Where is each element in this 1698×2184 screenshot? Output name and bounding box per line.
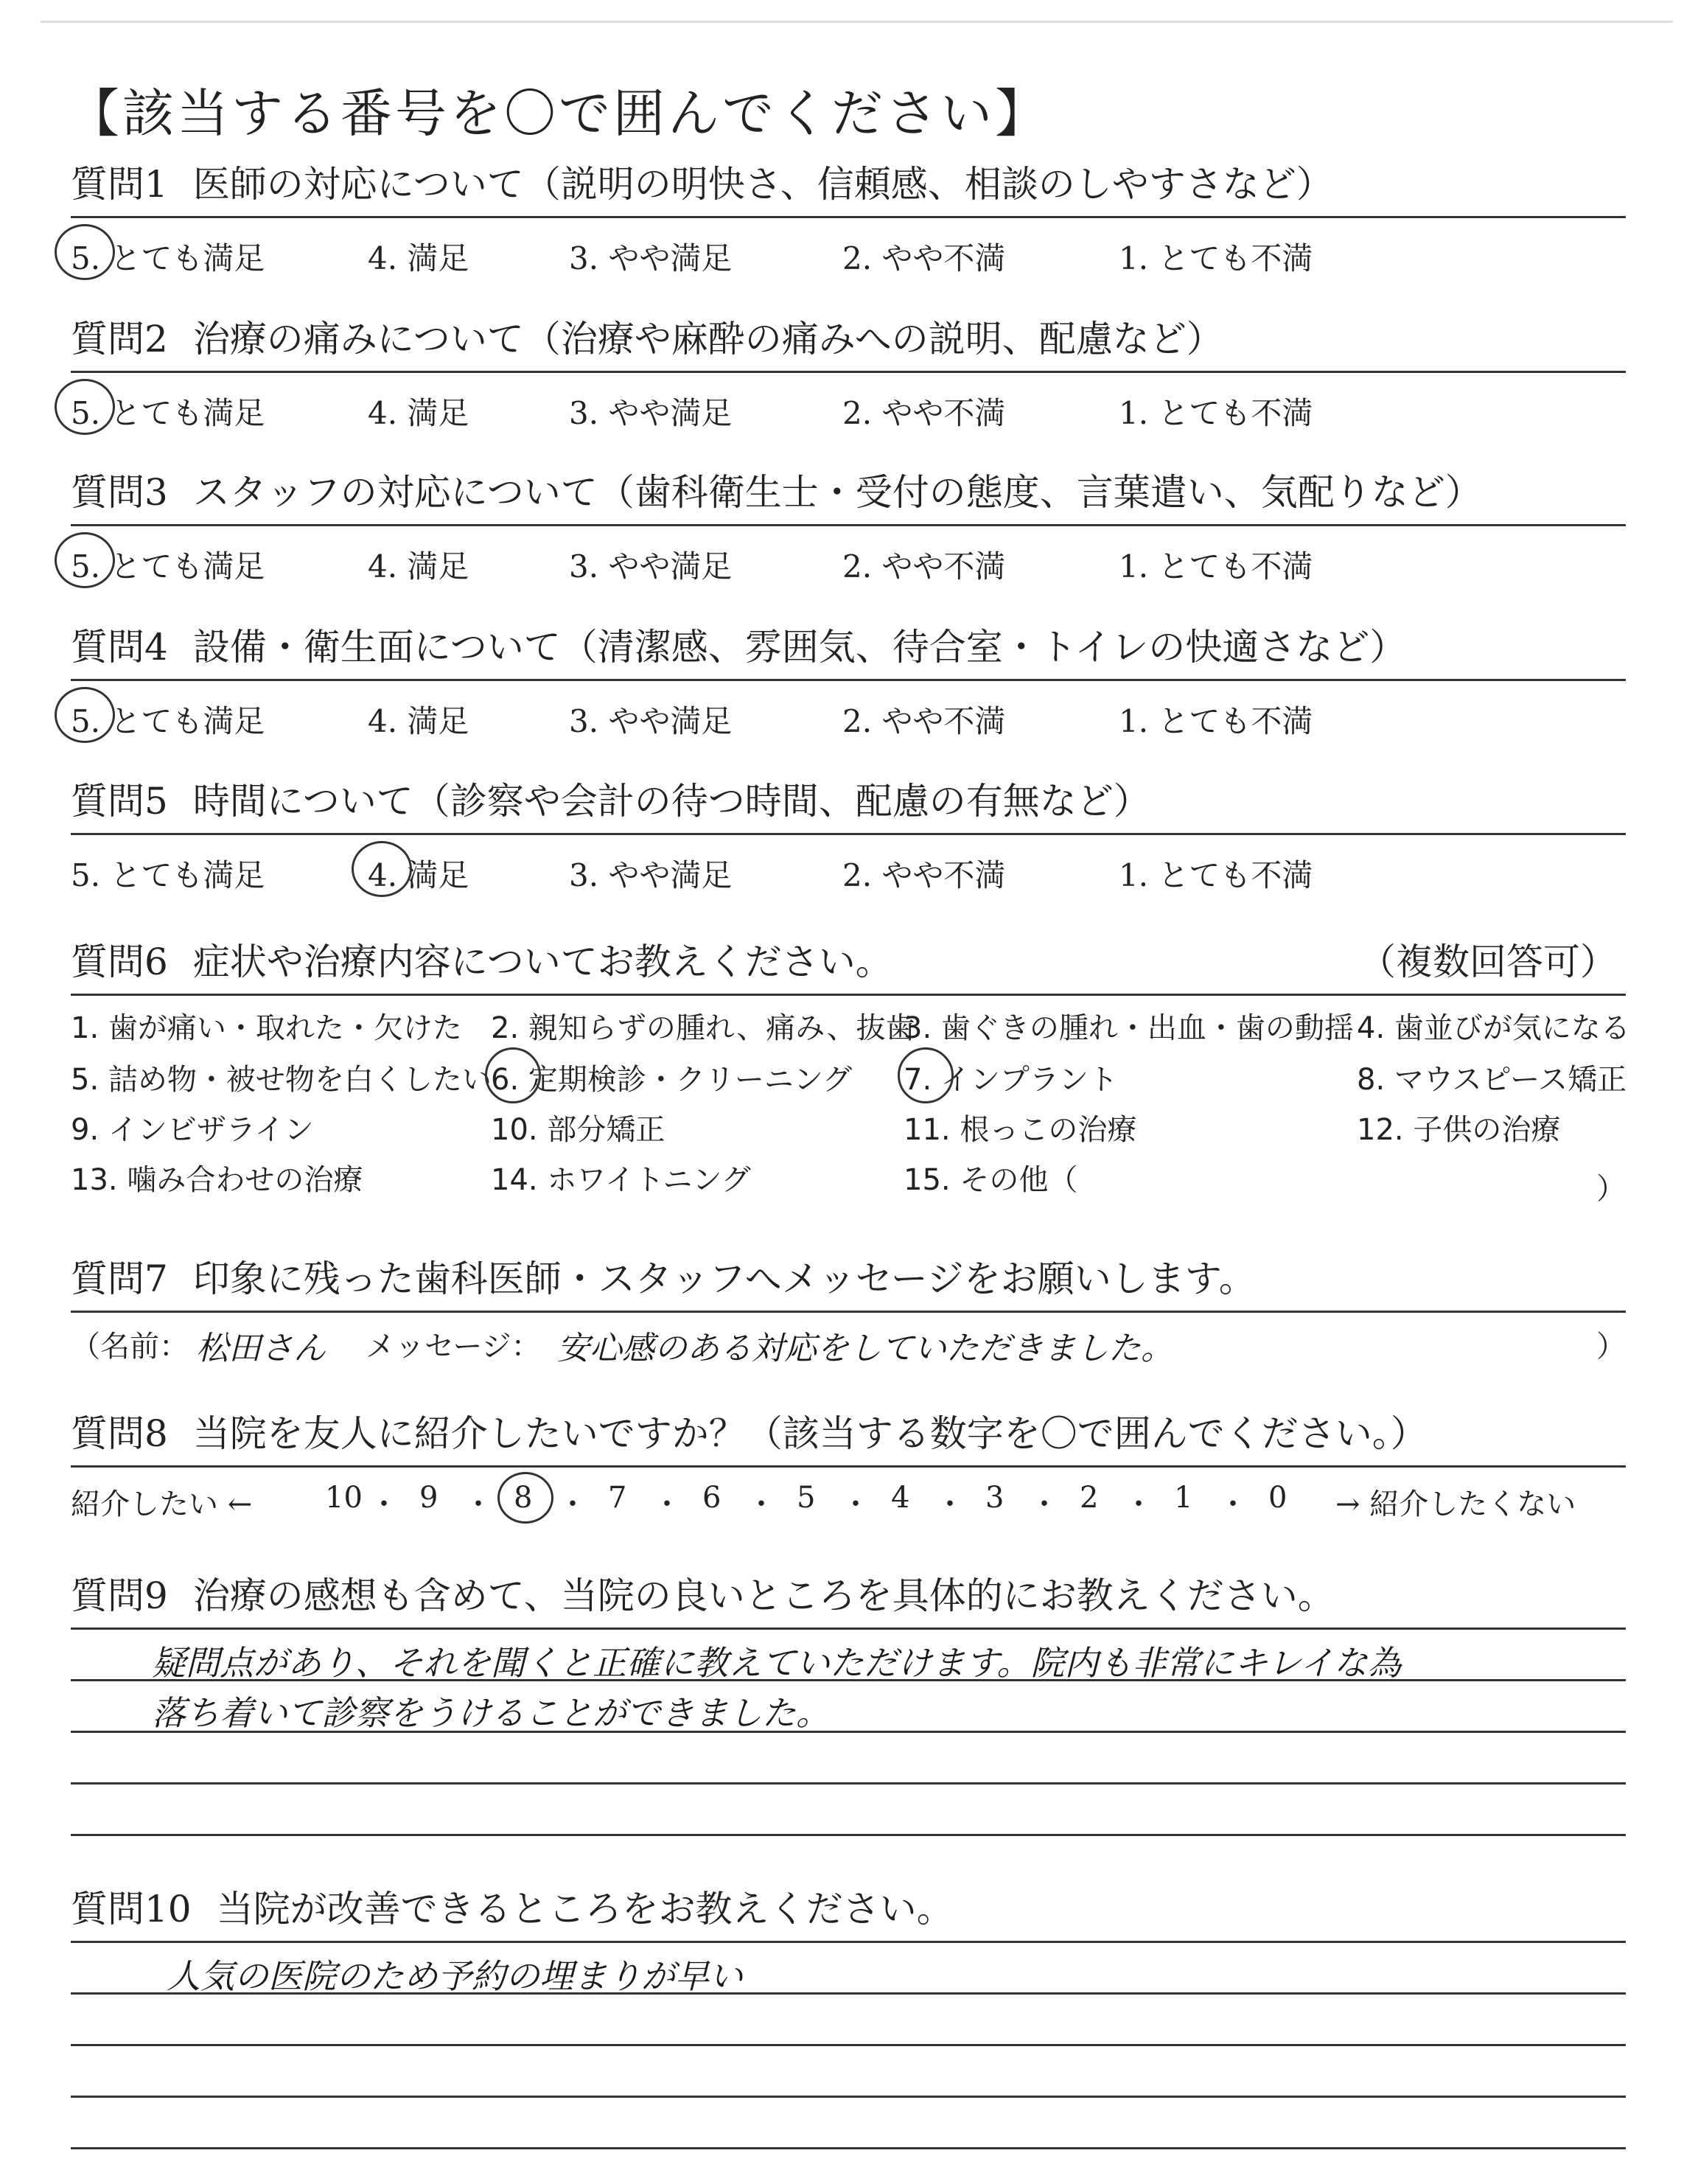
treatment-option-5[interactable]: 5. 詰め物・被せ物を白くしたい: [71, 1063, 492, 1097]
rating-option-2[interactable]: 2. やや不満: [842, 703, 1006, 739]
treatment-option-12[interactable]: 12. 子供の治療: [1357, 1113, 1561, 1147]
answer-line: [71, 1834, 1626, 1836]
treatment-option-3[interactable]: 3. 歯ぐきの腫れ・出血・歯の動揺: [904, 1011, 1354, 1045]
question-9: [71, 1570, 1626, 1893]
question-number: 質問1: [71, 163, 168, 206]
scale-value-3[interactable]: 3: [985, 1481, 1005, 1515]
rating-option-1[interactable]: 1. とても不満: [1119, 240, 1313, 276]
rating-option-3[interactable]: 3. やや満足: [569, 548, 733, 585]
scale-separator: ・: [652, 1487, 682, 1521]
question-5: [71, 775, 1626, 894]
question-number: 質問8: [71, 1412, 168, 1455]
scale-separator: ・: [1124, 1487, 1153, 1521]
rating-options: [71, 526, 1626, 585]
answer-line: [71, 1627, 1626, 1630]
question-text: 治療の感想も含めて、当院の良いところを具体的にお教えください。: [192, 1574, 1335, 1617]
question-number: 質問2: [71, 318, 168, 360]
question-2: [71, 313, 1626, 432]
scale-value-10[interactable]: 10: [325, 1481, 363, 1515]
close-paren: ）: [1596, 1330, 1626, 1364]
rating-option-4[interactable]: 4. 満足: [368, 395, 469, 431]
scale-value-5[interactable]: 5: [797, 1481, 816, 1515]
scale-separator: ・: [464, 1487, 493, 1521]
question-8: [71, 1408, 1626, 1519]
scale-separator: ・: [841, 1487, 870, 1521]
question-number: 質問4: [71, 626, 168, 669]
scale-separator: ・: [558, 1487, 587, 1521]
scale-value-7[interactable]: 7: [608, 1481, 627, 1515]
scale-separator: ・: [747, 1487, 776, 1521]
scale-left-label: 紹介したい ←: [71, 1487, 253, 1521]
rating-option-4[interactable]: 4. 満足: [368, 240, 469, 276]
treatment-option-14[interactable]: 14. ホワイトニング: [491, 1163, 751, 1197]
answer-line: [71, 2096, 1626, 2098]
rating-option-2[interactable]: 2. やや不満: [842, 857, 1006, 893]
scale-separator: ・: [935, 1487, 965, 1521]
selection-circle: [352, 841, 412, 897]
treatment-option-6[interactable]: 6. 定期検診・クリーニング: [491, 1063, 853, 1097]
rating-option-1[interactable]: 1. とても不満: [1119, 548, 1313, 585]
question-10: [71, 1883, 1626, 2184]
scale-separator: ・: [369, 1487, 399, 1521]
question-3: [71, 467, 1626, 585]
message-label: メッセージ：: [366, 1330, 541, 1364]
multi-answer-note: （複数回答可）: [1359, 941, 1617, 983]
answer-line: [71, 1992, 1626, 1995]
question-text: 当院が改善できるところをお教えください。: [216, 1888, 954, 1930]
treatment-option-8[interactable]: 8. マウスピース矯正: [1357, 1063, 1627, 1097]
rating-option-1[interactable]: 1. とても不満: [1119, 857, 1313, 893]
answer-line: [71, 1782, 1626, 1784]
selection-circle: [497, 1472, 553, 1524]
question-number: 質問10: [71, 1888, 192, 1930]
treatment-option-15[interactable]: 15. その他（: [904, 1163, 1078, 1197]
answer-text-line-1: 疑問点があり、それを聞くと正確に教えていただけます。院内も非常にキレイな為: [152, 1643, 1402, 1683]
answer-line: [71, 2044, 1626, 2046]
rating-option-5[interactable]: 5. とても満足: [71, 857, 265, 893]
answer-text-line-2: 落ち着いて診察をうけることができました。: [152, 1693, 830, 1733]
rating-option-5[interactable]: 5. とても満足: [71, 240, 265, 276]
question-number: 質問7: [71, 1257, 168, 1300]
rating-option-2[interactable]: 2. やや不満: [842, 395, 1006, 431]
rating-option-5[interactable]: 5. とても満足: [71, 395, 265, 431]
rating-options: [71, 835, 1626, 894]
selection-circle: [55, 379, 115, 435]
selection-circle: [55, 687, 115, 743]
recommend-scale: [71, 1468, 1626, 1519]
form-title: 【該当する番号を〇で囲んでください】: [68, 83, 1049, 144]
close-paren: ）: [1596, 1172, 1626, 1206]
treatment-option-2[interactable]: 2. 親知らずの腫れ、痛み、抜歯: [491, 1011, 915, 1045]
question-6: [71, 936, 1630, 1210]
rating-option-4[interactable]: 4. 満足: [368, 857, 469, 893]
question-text: 治療の痛みについて（治療や麻酔の痛みへの説明、配慮など）: [192, 318, 1223, 360]
treatment-option-11[interactable]: 11. 根っこの治療: [904, 1113, 1137, 1147]
question-text: 当院を友人に紹介したいですか？（該当する数字を〇で囲んでください。）: [192, 1412, 1428, 1455]
question-text: 設備・衛生面について（清潔感、雰囲気、待合室・トイレの快適さなど）: [192, 626, 1407, 669]
answer-text-line-1: 人気の医院のため予約の埋まりが早い: [167, 1956, 743, 1996]
message-value[interactable]: 安心感のある対応をしていただきました。: [557, 1330, 1173, 1367]
question-7: [71, 1253, 1626, 1367]
rating-option-5[interactable]: 5. とても満足: [71, 703, 265, 739]
answer-line: [71, 1731, 1626, 1733]
rating-options: [71, 218, 1626, 277]
question-number: 質問3: [71, 471, 168, 514]
scale-value-8[interactable]: 8: [514, 1481, 533, 1515]
treatment-option-9[interactable]: 9. インビザライン: [71, 1113, 314, 1147]
scale-value-6[interactable]: 6: [702, 1481, 722, 1515]
name-value[interactable]: 松田さん: [196, 1330, 326, 1367]
rating-options: [71, 373, 1626, 432]
question-text: 医師の対応について（説明の明快さ、信頼感、相談のしやすさなど）: [192, 163, 1333, 206]
selection-circle: [55, 532, 115, 588]
rating-option-4[interactable]: 4. 満足: [368, 548, 469, 585]
scale-value-9[interactable]: 9: [419, 1481, 439, 1515]
scale-right-label: → 紹介したくない: [1335, 1487, 1576, 1521]
rating-option-5[interactable]: 5. とても満足: [71, 548, 265, 585]
treatment-option-10[interactable]: 10. 部分矯正: [491, 1113, 665, 1147]
selection-circle: [898, 1047, 954, 1103]
treatment-option-13[interactable]: 13. 噛み合わせの治療: [71, 1163, 363, 1197]
treatment-option-4[interactable]: 4. 歯並びが気になる: [1357, 1011, 1630, 1045]
name-label: （名前：: [71, 1330, 189, 1364]
treatment-options-grid: [71, 996, 1630, 1210]
rating-option-4[interactable]: 4. 満足: [368, 703, 469, 739]
answer-line: [71, 1941, 1626, 1943]
question-number: 質問5: [71, 780, 168, 823]
rating-option-3[interactable]: 3. やや満足: [569, 395, 733, 431]
treatment-option-1[interactable]: 1. 歯が痛い・取れた・欠けた: [71, 1011, 462, 1045]
rating-option-1[interactable]: 1. とても不満: [1119, 395, 1313, 431]
scale-value-2[interactable]: 2: [1080, 1481, 1099, 1515]
scale-separator: ・: [1030, 1487, 1059, 1521]
rating-option-3[interactable]: 3. やや満足: [569, 703, 733, 739]
rating-options: [71, 681, 1626, 740]
answer-line: [71, 2147, 1626, 2149]
rating-option-3[interactable]: 3. やや満足: [569, 857, 733, 893]
question-1: [71, 158, 1626, 277]
question-text: 時間について（診察や会計の待つ時間、配慮の有無など）: [192, 780, 1150, 823]
question-text: 症状や治療内容についてお教えください。: [192, 941, 892, 983]
question-4: [71, 621, 1626, 740]
question-number: 質問9: [71, 1574, 168, 1617]
selection-circle: [55, 224, 115, 280]
scale-separator: ・: [1218, 1487, 1248, 1521]
rating-option-3[interactable]: 3. やや満足: [569, 240, 733, 276]
top-border: [41, 21, 1673, 23]
question-text: スタッフの対応について（歯科衛生士・受付の態度、言葉遣い、気配りなど）: [192, 471, 1482, 514]
rating-option-2[interactable]: 2. やや不満: [842, 548, 1006, 585]
answer-line: [71, 1679, 1626, 1681]
scale-value-1[interactable]: 1: [1174, 1481, 1193, 1515]
scale-value-0[interactable]: 0: [1268, 1481, 1288, 1515]
question-text: 印象に残った歯科医師・スタッフへメッセージをお願いします。: [192, 1257, 1256, 1300]
answer-area[interactable]: [71, 1941, 1626, 2184]
rating-option-2[interactable]: 2. やや不満: [842, 240, 1006, 276]
scale-value-4[interactable]: 4: [891, 1481, 910, 1515]
rating-option-1[interactable]: 1. とても不満: [1119, 703, 1313, 739]
message-row: [71, 1313, 1626, 1367]
selection-circle: [485, 1047, 541, 1103]
question-number: 質問6: [71, 941, 168, 983]
answer-area[interactable]: [71, 1627, 1626, 1893]
treatment-option-7[interactable]: 7. インプラント: [904, 1063, 1118, 1097]
